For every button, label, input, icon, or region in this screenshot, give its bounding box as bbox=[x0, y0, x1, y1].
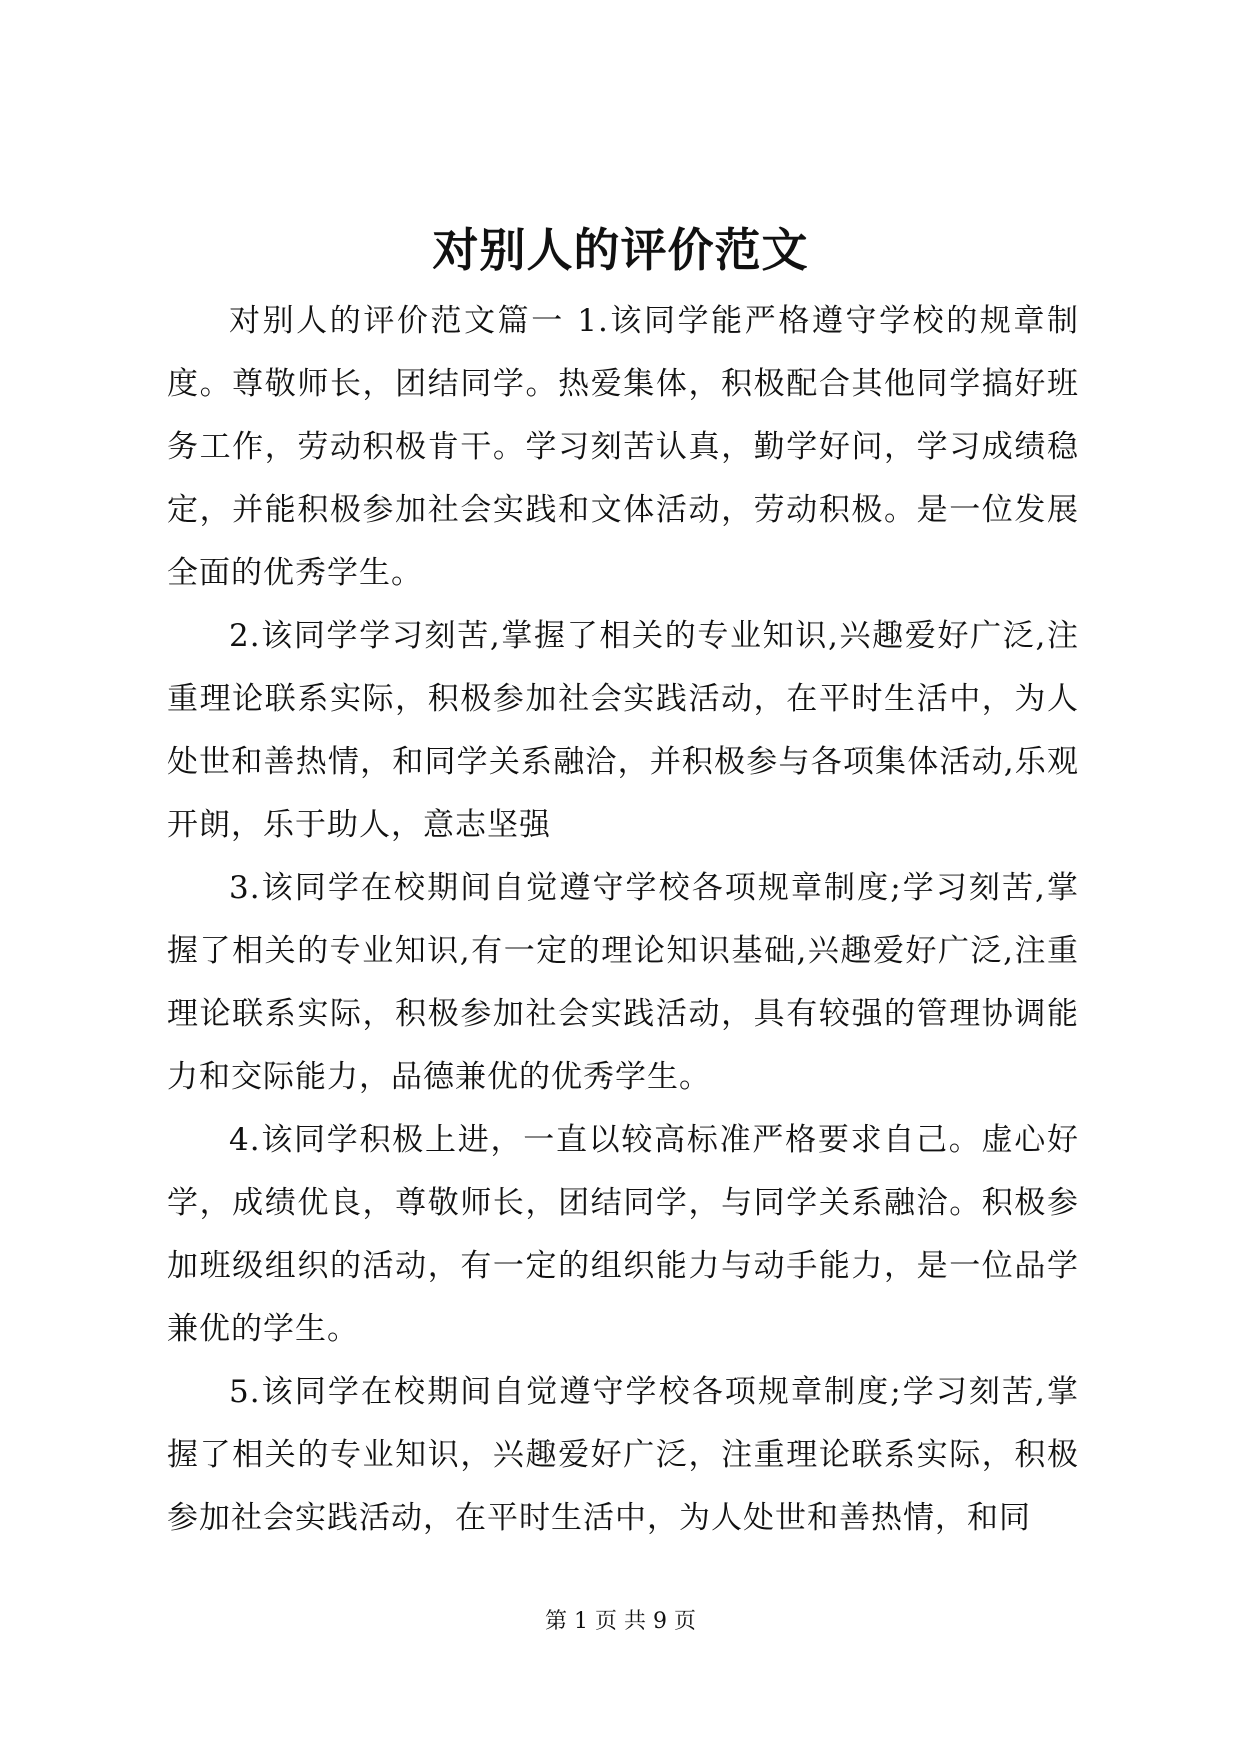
paragraph-1: 对别人的评价范文篇一 1.该同学能严格遵守学校的规章制度。尊敬师长，团结同学。热爱集体，积极配合其他同学搞好班务工作，劳动积极肯干。学习刻苦认真，勤学好问，学习成绩稳定，并能积极参加社会实践和文体活动，劳动积极。是一位发展全面的优秀学生。 bbox=[167, 303, 1079, 591]
document-body bbox=[167, 290, 1079, 1550]
paragraph-2: 2.该同学学习刻苦,掌握了相关的专业知识,兴趣爱好广泛,注重理论联系实际，积极参加社会实践活动，在平时生活中，为人处世和善热情，和同学关系融洽，并积极参与各项集体活动,乐观开朗，乐于助人，意志坚强 bbox=[167, 618, 1079, 843]
paragraph-3: 3.该同学在校期间自觉遵守学校各项规章制度;学习刻苦,掌握了相关的专业知识,有一定的理论知识基础,兴趣爱好广泛,注重理论联系实际，积极参加社会实践活动，具有较强的管理协调能力和交际能力，品德兼优的优秀学生。 bbox=[167, 870, 1079, 1095]
paragraph-4: 4.该同学积极上进，一直以较高标准严格要求自己。虚心好学，成绩优良，尊敬师长，团结同学，与同学关系融洽。积极参加班级组织的活动，有一定的组织能力与动手能力，是一位品学兼优的学生。 bbox=[167, 1122, 1079, 1347]
paragraph-5: 5.该同学在校期间自觉遵守学校各项规章制度;学习刻苦,掌握了相关的专业知识，兴趣爱好广泛，注重理论联系实际，积极参加社会实践活动，在平时生活中，为人处世和善热情，和同 bbox=[167, 1374, 1079, 1536]
page-number-footer: 第 1 页 共 9 页 bbox=[545, 1609, 696, 1634]
document-title: 对别人的评价范文 bbox=[432, 223, 809, 277]
